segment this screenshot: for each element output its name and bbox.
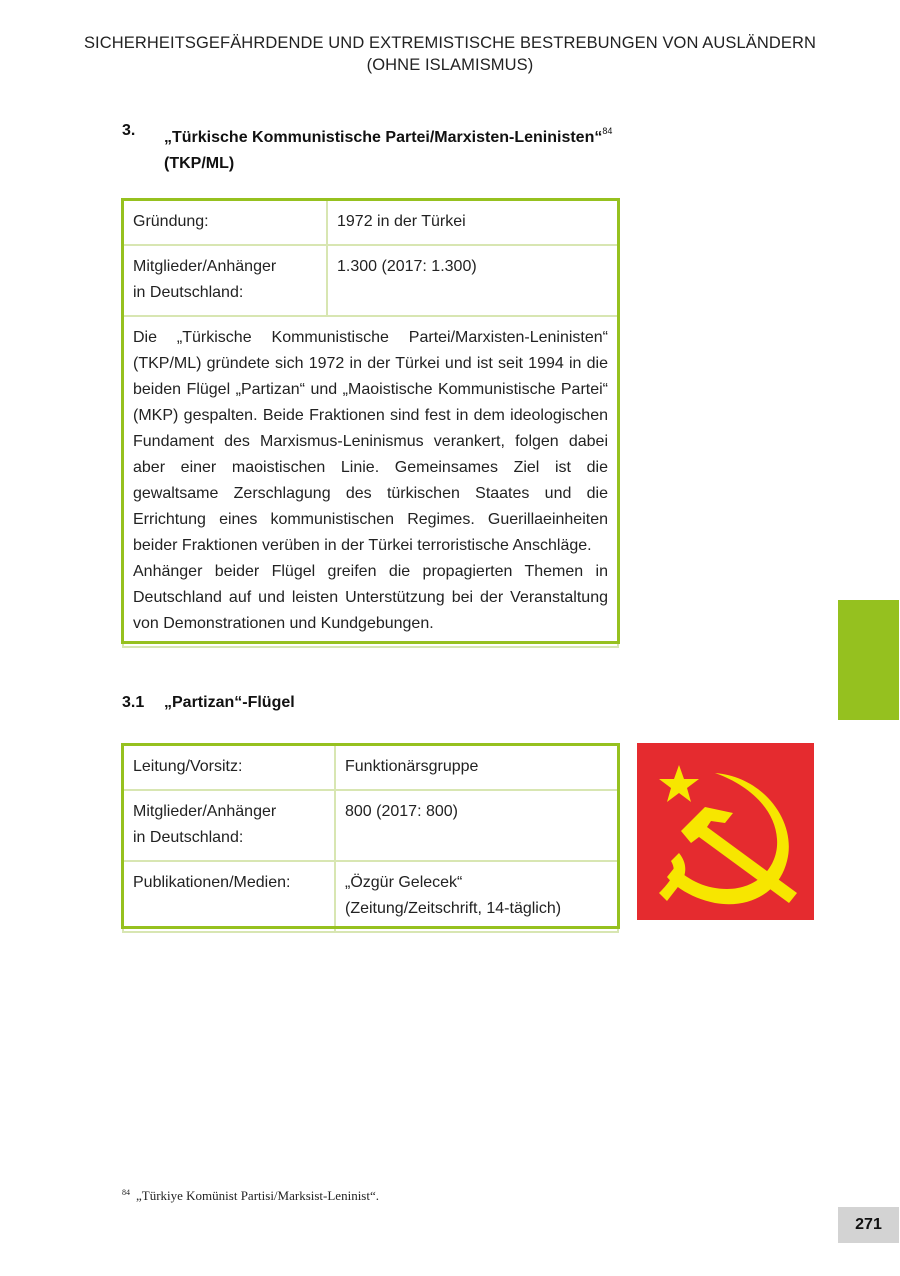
section-title-line2: (TKP/ML) — [164, 155, 235, 172]
row-label: Publikationen/Medien: — [123, 861, 335, 932]
row-label — [123, 245, 327, 316]
description-paragraph-1: Die „Türkische Kommunistische Partei/Marxisten-Leninisten“ (TKP/ML) gründete sich 1972 in der Türkei und ist seit 1994 in die beiden Flügel „Partizan“ und „Maoistische Kommunistische Partei“ (MKP) gespalten. Beide Fraktionen sind fest in dem ideologischen Fundament des Marxismus-Leninismus verankert, folgen dabei aber einer maoistischen Linie. Gemeinsames Ziel ist die gewaltsame Zerschlagung des türkischen Staates und die Errichtung eines kommunistischen Regimes. Guerillaeinheiten beider Fraktionen verüben in der Türkei terroristische Anschläge. — [133, 329, 608, 554]
row-value: 1972 in der Türkei — [327, 200, 618, 245]
section-title: „Partizan“-Flügel — [164, 694, 295, 711]
row-label: Leitung/Vorsitz: — [123, 745, 335, 790]
description-paragraph-2: Anhänger beider Flügel greifen die propagierten Themen in Deutschland auf und leisten Unterstützung bei der Veranstaltung von Demonstrationen und Kundgebungen. — [133, 563, 608, 632]
section-3-heading — [122, 118, 642, 172]
row-value: 800 (2017: 800) — [335, 790, 618, 861]
row-label — [123, 790, 335, 861]
label-line: in Deutschland: — [133, 829, 244, 846]
emblem-graphic — [637, 743, 814, 920]
section-title-line1: „Türkische Kommunistische Partei/Marxisten-Leninisten“ — [164, 129, 603, 146]
table-row — [123, 316, 618, 647]
row-value — [335, 861, 618, 932]
partizan-profile-table — [122, 744, 619, 933]
running-head-line2: (OHNE ISLAMISMUS) — [366, 56, 534, 74]
label-line: in Deutschland: — [133, 284, 244, 301]
table-row — [123, 745, 618, 790]
table-row — [123, 790, 618, 861]
table-row — [123, 245, 618, 316]
value-line: „Özgür Gelecek“ — [345, 874, 463, 891]
hammer-sickle-star-emblem-icon — [637, 743, 814, 920]
section-number: 3.1 — [122, 694, 145, 711]
row-value: Funktionärsgruppe — [335, 745, 618, 790]
value-line: (Zeitung/Zeitschrift, 14-täglich) — [345, 900, 562, 917]
footnote-ref[interactable]: 84 — [602, 126, 613, 136]
row-label: Gründung: — [123, 200, 327, 245]
page-number: 271 — [838, 1207, 899, 1243]
label-line: Mitglieder/Anhänger — [133, 258, 277, 275]
description-cell — [123, 316, 618, 647]
table-row — [123, 200, 618, 245]
running-head-line1: SICHERHEITSGEFÄHRDENDE UND EXTREMISTISCHE BESTREBUNGEN VON AUSLÄNDERN — [83, 34, 817, 52]
footnote-text: „Türkiye Komünist Partisi/Marksist-Leninist“. — [136, 1188, 379, 1203]
row-value: 1.300 (2017: 1.300) — [327, 245, 618, 316]
section-3-1-heading — [122, 690, 295, 716]
table-row — [123, 861, 618, 932]
chapter-tab-marker — [838, 600, 899, 720]
running-head — [0, 32, 900, 76]
label-line: Mitglieder/Anhänger — [133, 803, 277, 820]
footnote — [122, 1188, 379, 1204]
organization-profile-table — [122, 199, 619, 648]
footnote-number: 84 — [122, 1188, 130, 1197]
section-number: 3. — [122, 122, 136, 139]
